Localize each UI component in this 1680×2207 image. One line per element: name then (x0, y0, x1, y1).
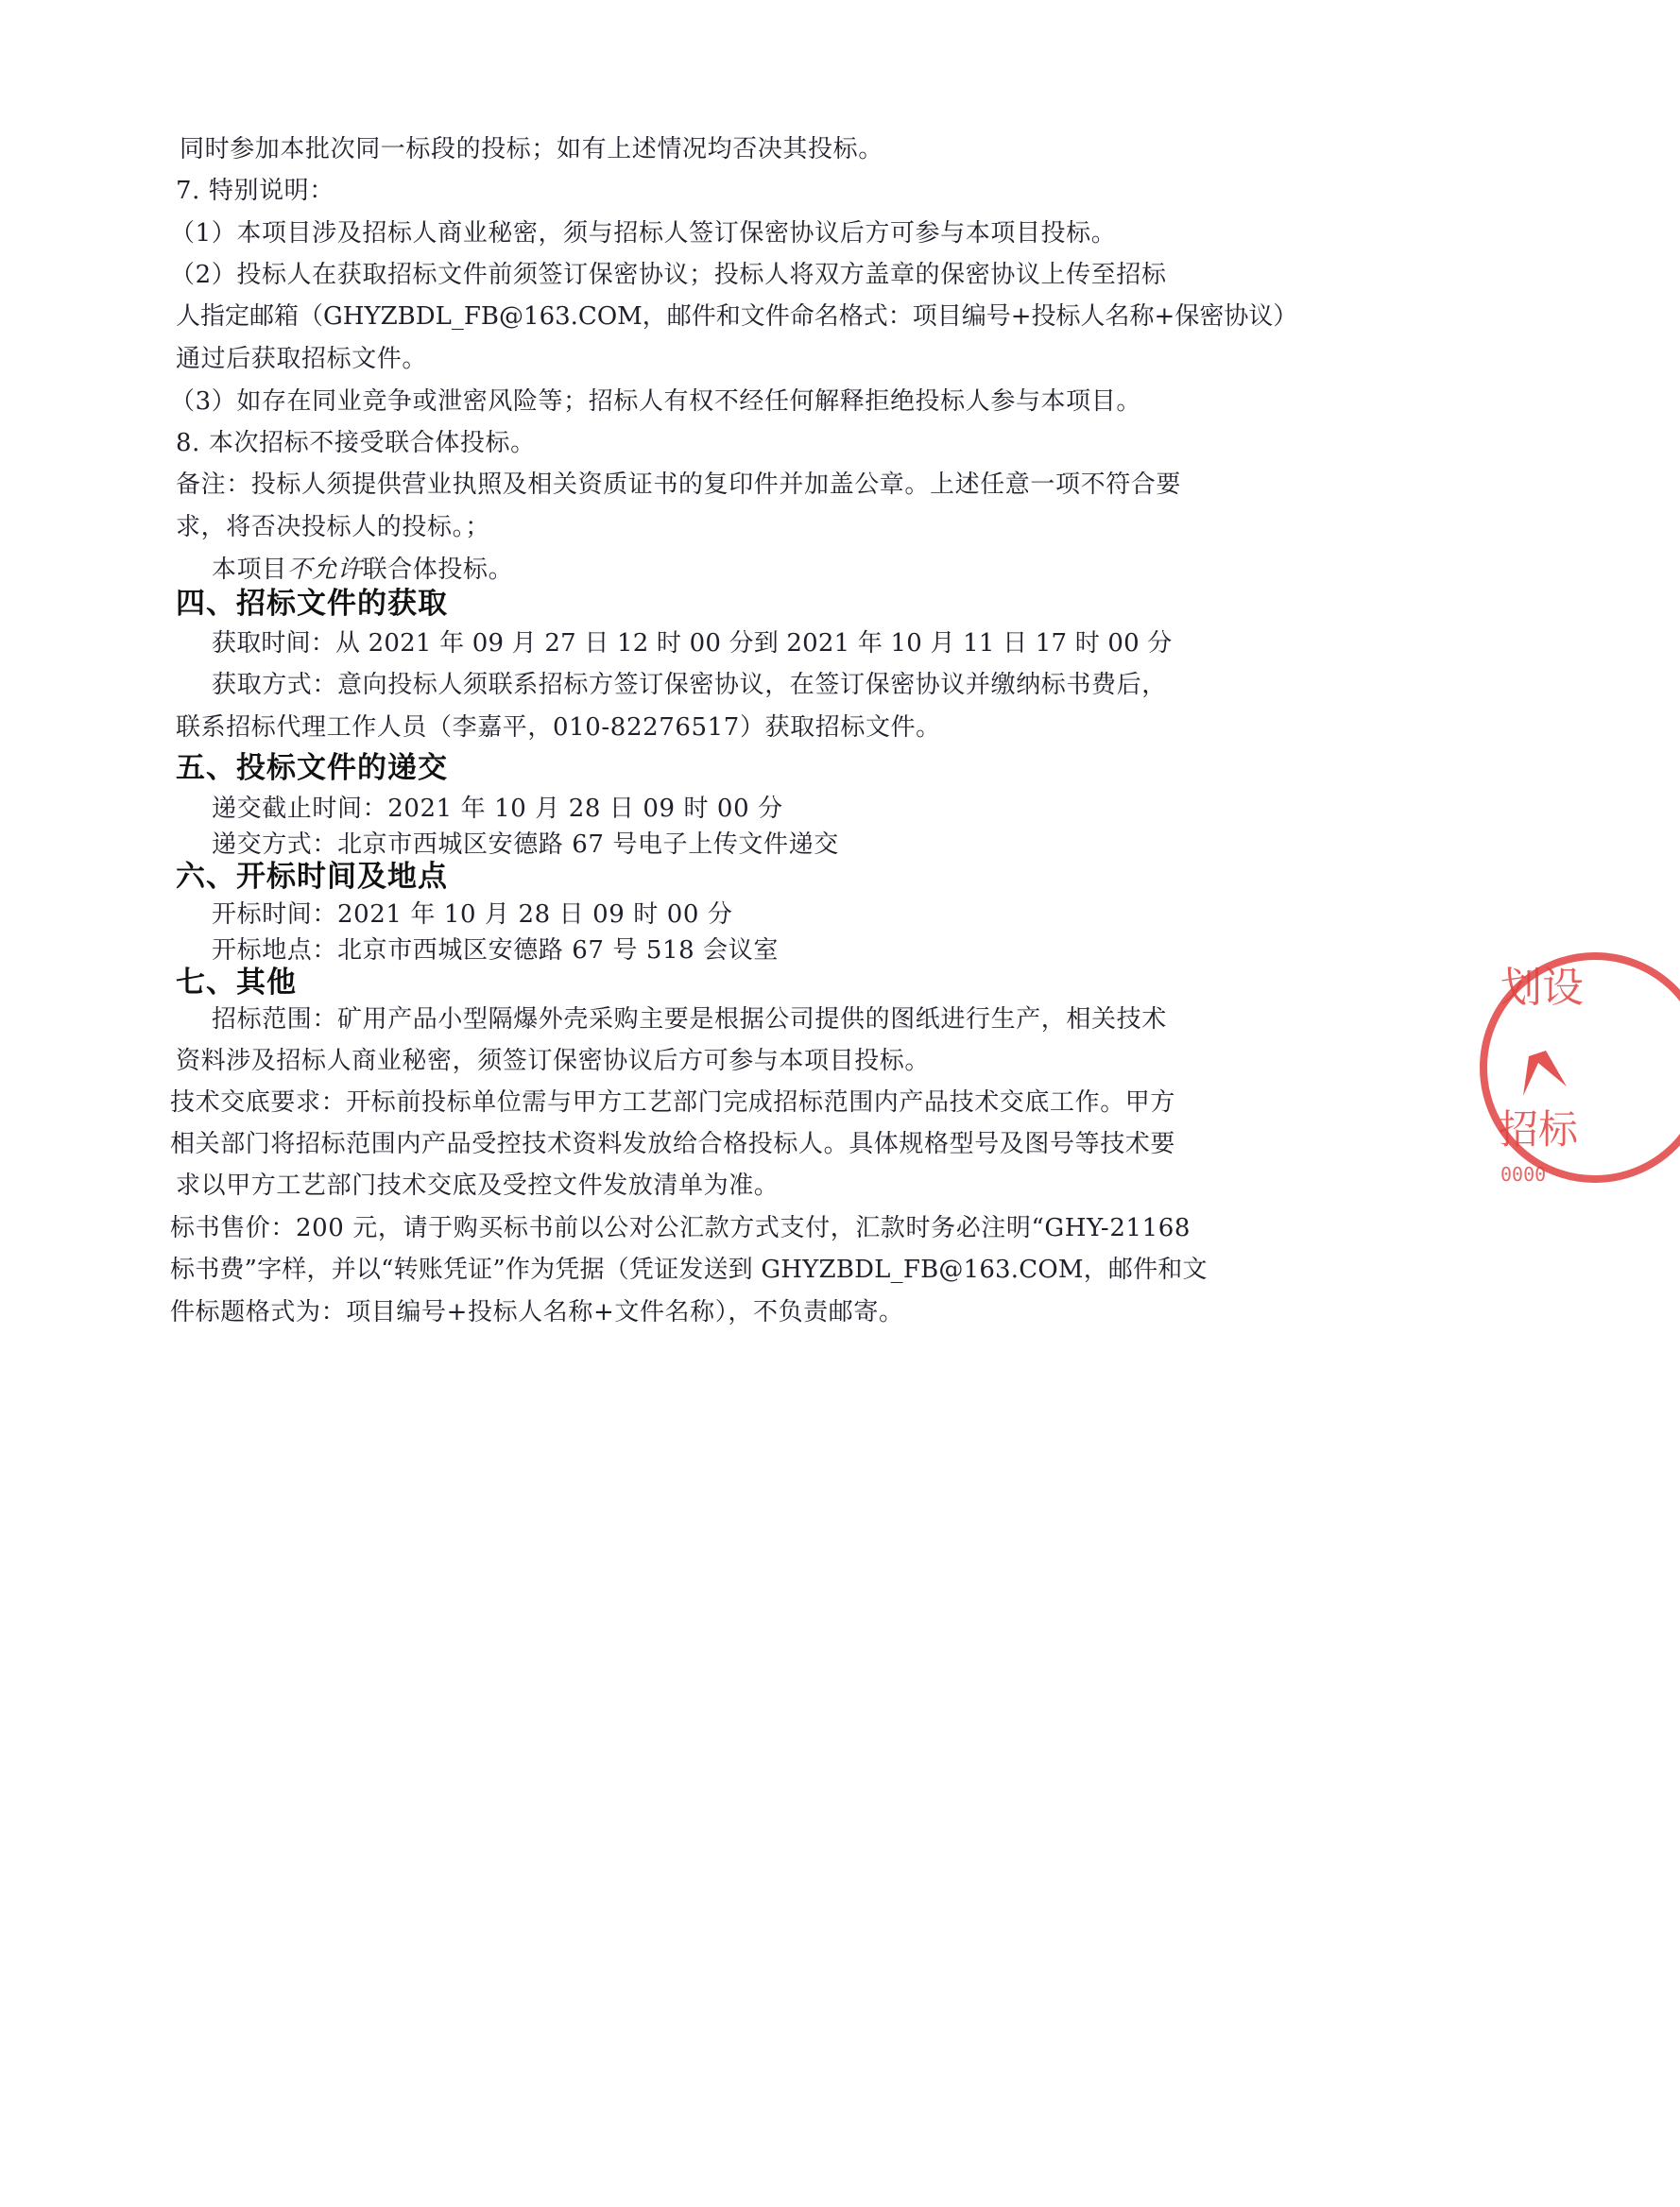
seal-star-icon (1523, 1051, 1567, 1096)
section-heading: 六、开标时间及地点 (176, 860, 448, 894)
paragraph-line: 通过后获取招标文件。 (176, 345, 428, 373)
paragraph-line: 相关部门将招标范围内产品受控技术资料发放给合格投标人。具体规格型号及图号等技术要 (170, 1130, 1176, 1158)
paragraph-line: 求以甲方工艺部门技术交底及受控文件发放清单为准。 (176, 1172, 780, 1200)
seal-text-top: 划设 (1500, 964, 1584, 1012)
paragraph-line: 人指定邮箱（GHYZBDL_FB@163.COM，邮件和文件命名格式：项目编号+投标人名称+保密协议） (176, 302, 1298, 331)
paragraph-line: 同时参加本批次同一标段的投标；如有上述情况均否决其投标。 (180, 135, 883, 163)
text-run: 本项目 (212, 556, 287, 584)
paragraph-line (212, 554, 513, 586)
paragraph-line: 招标范围：矿用产品小型隔爆外壳采购主要是根据公司提供的图纸进行生产，相关技术 (212, 1005, 1167, 1034)
company-seal-stamp (1491, 945, 1680, 1266)
paragraph-line: 递交截止时间：2021 年 10 月 28 日 09 时 00 分 (212, 795, 783, 823)
paragraph-line: 求，将否决投标人的投标。； (176, 513, 490, 541)
section-heading: 五、投标文件的递交 (176, 751, 448, 785)
paragraph-line: 开标地点：北京市西城区安德路 67 号 518 会议室 (212, 936, 779, 965)
paragraph-line: 获取方式：意向投标人须联系招标方签订保密协议，在签订保密协议并缴纳标书费后， (212, 671, 1167, 699)
paragraph-line: （1）本项目涉及招标人商业秘密，须与招标人签订保密协议后方可参与本项目投标。 (170, 219, 1117, 248)
paragraph-line: 件标题格式为：项目编号+投标人名称+文件名称），不负责邮寄。 (170, 1298, 904, 1326)
paragraph-line: 7. 特别说明： (176, 177, 334, 205)
paragraph-line: 标书费”字样，并以“转账凭证”作为凭据（凭证发送到 GHYZBDL_FB@163.COM，邮件和文 (170, 1256, 1208, 1284)
paragraph-line: （2）投标人在获取招标文件前须签订保密协议；投标人将双方盖章的保密协议上传至招标 (170, 261, 1167, 289)
paragraph-line: 递交方式：北京市西城区安德路 67 号电子上传文件递交 (212, 830, 839, 859)
paragraph-line: 技术交底要求：开标前投标单位需与甲方工艺部门完成招标范围内产品技术交底工作。甲方 (170, 1088, 1176, 1117)
text-run: 联合体投标。 (362, 556, 514, 584)
paragraph-line: 开标时间：2021 年 10 月 28 日 09 时 00 分 (212, 900, 733, 929)
paragraph-line: 资料涉及招标人商业秘密，须签订保密协议后方可参与本项目投标。 (176, 1047, 931, 1075)
paragraph-line: 标书售价：200 元，请于购买标书前以公对公汇款方式支付，汇款时务必注明“GHY-21168 (170, 1214, 1191, 1242)
paragraph-line: 8. 本次招标不接受联合体投标。 (176, 429, 536, 457)
paragraph-line: 备注：投标人须提供营业执照及相关资质证书的复印件并加盖公章。上述任意一项不符合要 (176, 470, 1182, 499)
italic-text-run: 不允许 (286, 556, 363, 584)
paragraph-line: （3）如存在同业竞争或泄密风险等；招标人有权不经任何解释拒绝投标人参与本项目。 (170, 387, 1141, 416)
section-heading: 七、其他 (176, 966, 297, 1000)
section-heading: 四、招标文件的获取 (176, 587, 448, 621)
seal-text-bottom: 招标 (1499, 1106, 1579, 1153)
seal-digits: 0000 (1500, 1163, 1547, 1186)
paragraph-line: 获取时间：从 2021 年 09 月 27 日 12 时 00 分到 2021 年 10 月 11 日 17 时 00 分 (212, 629, 1173, 658)
paragraph-line: 联系招标代理工作人员（李嘉平，010-82276517）获取招标文件。 (176, 713, 941, 742)
